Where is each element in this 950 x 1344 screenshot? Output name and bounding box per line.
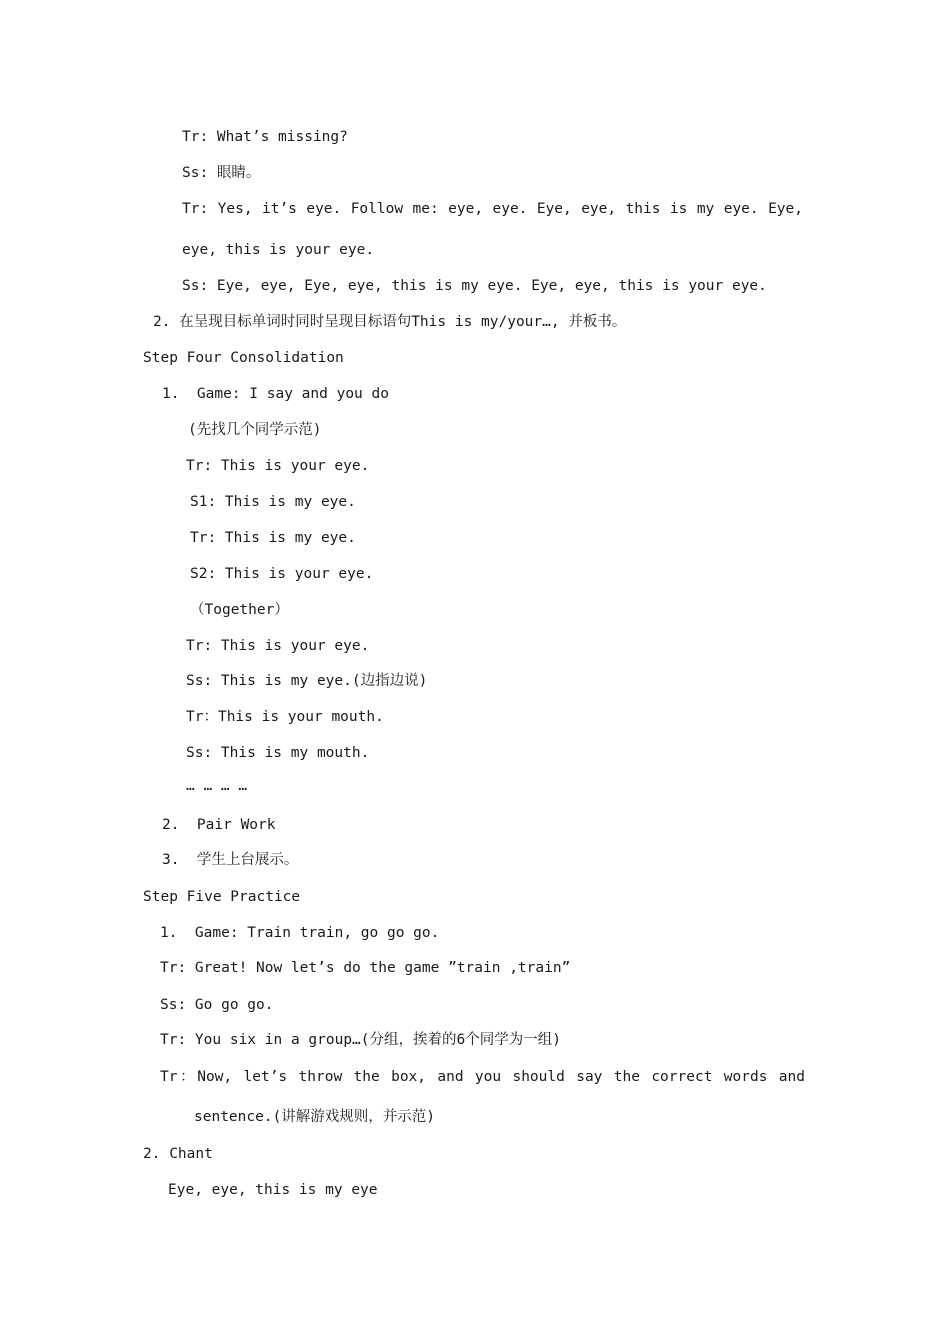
text-line: （Together） <box>190 602 289 618</box>
text-line: (先找几个同学示范) <box>188 422 322 438</box>
text-line: Tr：Now, let’s throw the box, and you should say the correct words and <box>160 1069 805 1085</box>
text-line: Tr: This is your eye. <box>186 638 370 654</box>
text-line: Tr: This is your eye. <box>186 458 370 474</box>
text-line: S1: This is my eye. <box>190 494 356 510</box>
text-line: Tr：This is your mouth. <box>186 709 384 725</box>
ellipsis-line: … … … … <box>186 778 248 794</box>
text-line: Ss: 眼睛。 <box>182 165 261 181</box>
text-line: Ss: Go go go. <box>160 997 274 1013</box>
text-line: 3. 学生上台展示。 <box>162 852 299 868</box>
text-line: S2: This is your eye. <box>190 566 374 582</box>
section-heading: Step Five Practice <box>143 889 301 905</box>
text-line: Tr: What’s missing? <box>182 129 348 145</box>
text-line: sentence.(讲解游戏规则，并示范) <box>194 1109 436 1125</box>
text-line: eye, this is your eye. <box>182 242 375 258</box>
text-line: 2. 在呈现目标单词时同时呈现目标语句This is my/your…, 并板书。 <box>153 314 627 330</box>
text-line: 2. Pair Work <box>162 817 276 833</box>
section-heading: Step Four Consolidation <box>143 350 344 366</box>
text-line: Ss: This is my eye.(边指边说) <box>186 673 428 689</box>
text-line: Tr: You six in a group…(分组，挨着的6个同学为一组) <box>160 1032 561 1048</box>
text-line: Ss: Eye, eye, Eye, eye, this is my eye. Eye, eye, this is your eye. <box>182 278 767 294</box>
text-line: Ss: This is my mouth. <box>186 745 370 761</box>
text-line: Tr: Great! Now let’s do the game ”train ,train” <box>160 960 571 976</box>
text-line: Tr: Yes, it’s eye. Follow me: eye, eye. Eye, eye, this is my eye. Eye, <box>182 201 803 217</box>
text-line: 1. Game: Train train, go go go. <box>160 925 440 941</box>
text-line: Tr: This is my eye. <box>190 530 356 546</box>
text-line: 1. Game: I say and you do <box>162 386 389 402</box>
text-line: Eye, eye, this is my eye <box>168 1182 378 1198</box>
text-line: 2. Chant <box>143 1146 213 1162</box>
